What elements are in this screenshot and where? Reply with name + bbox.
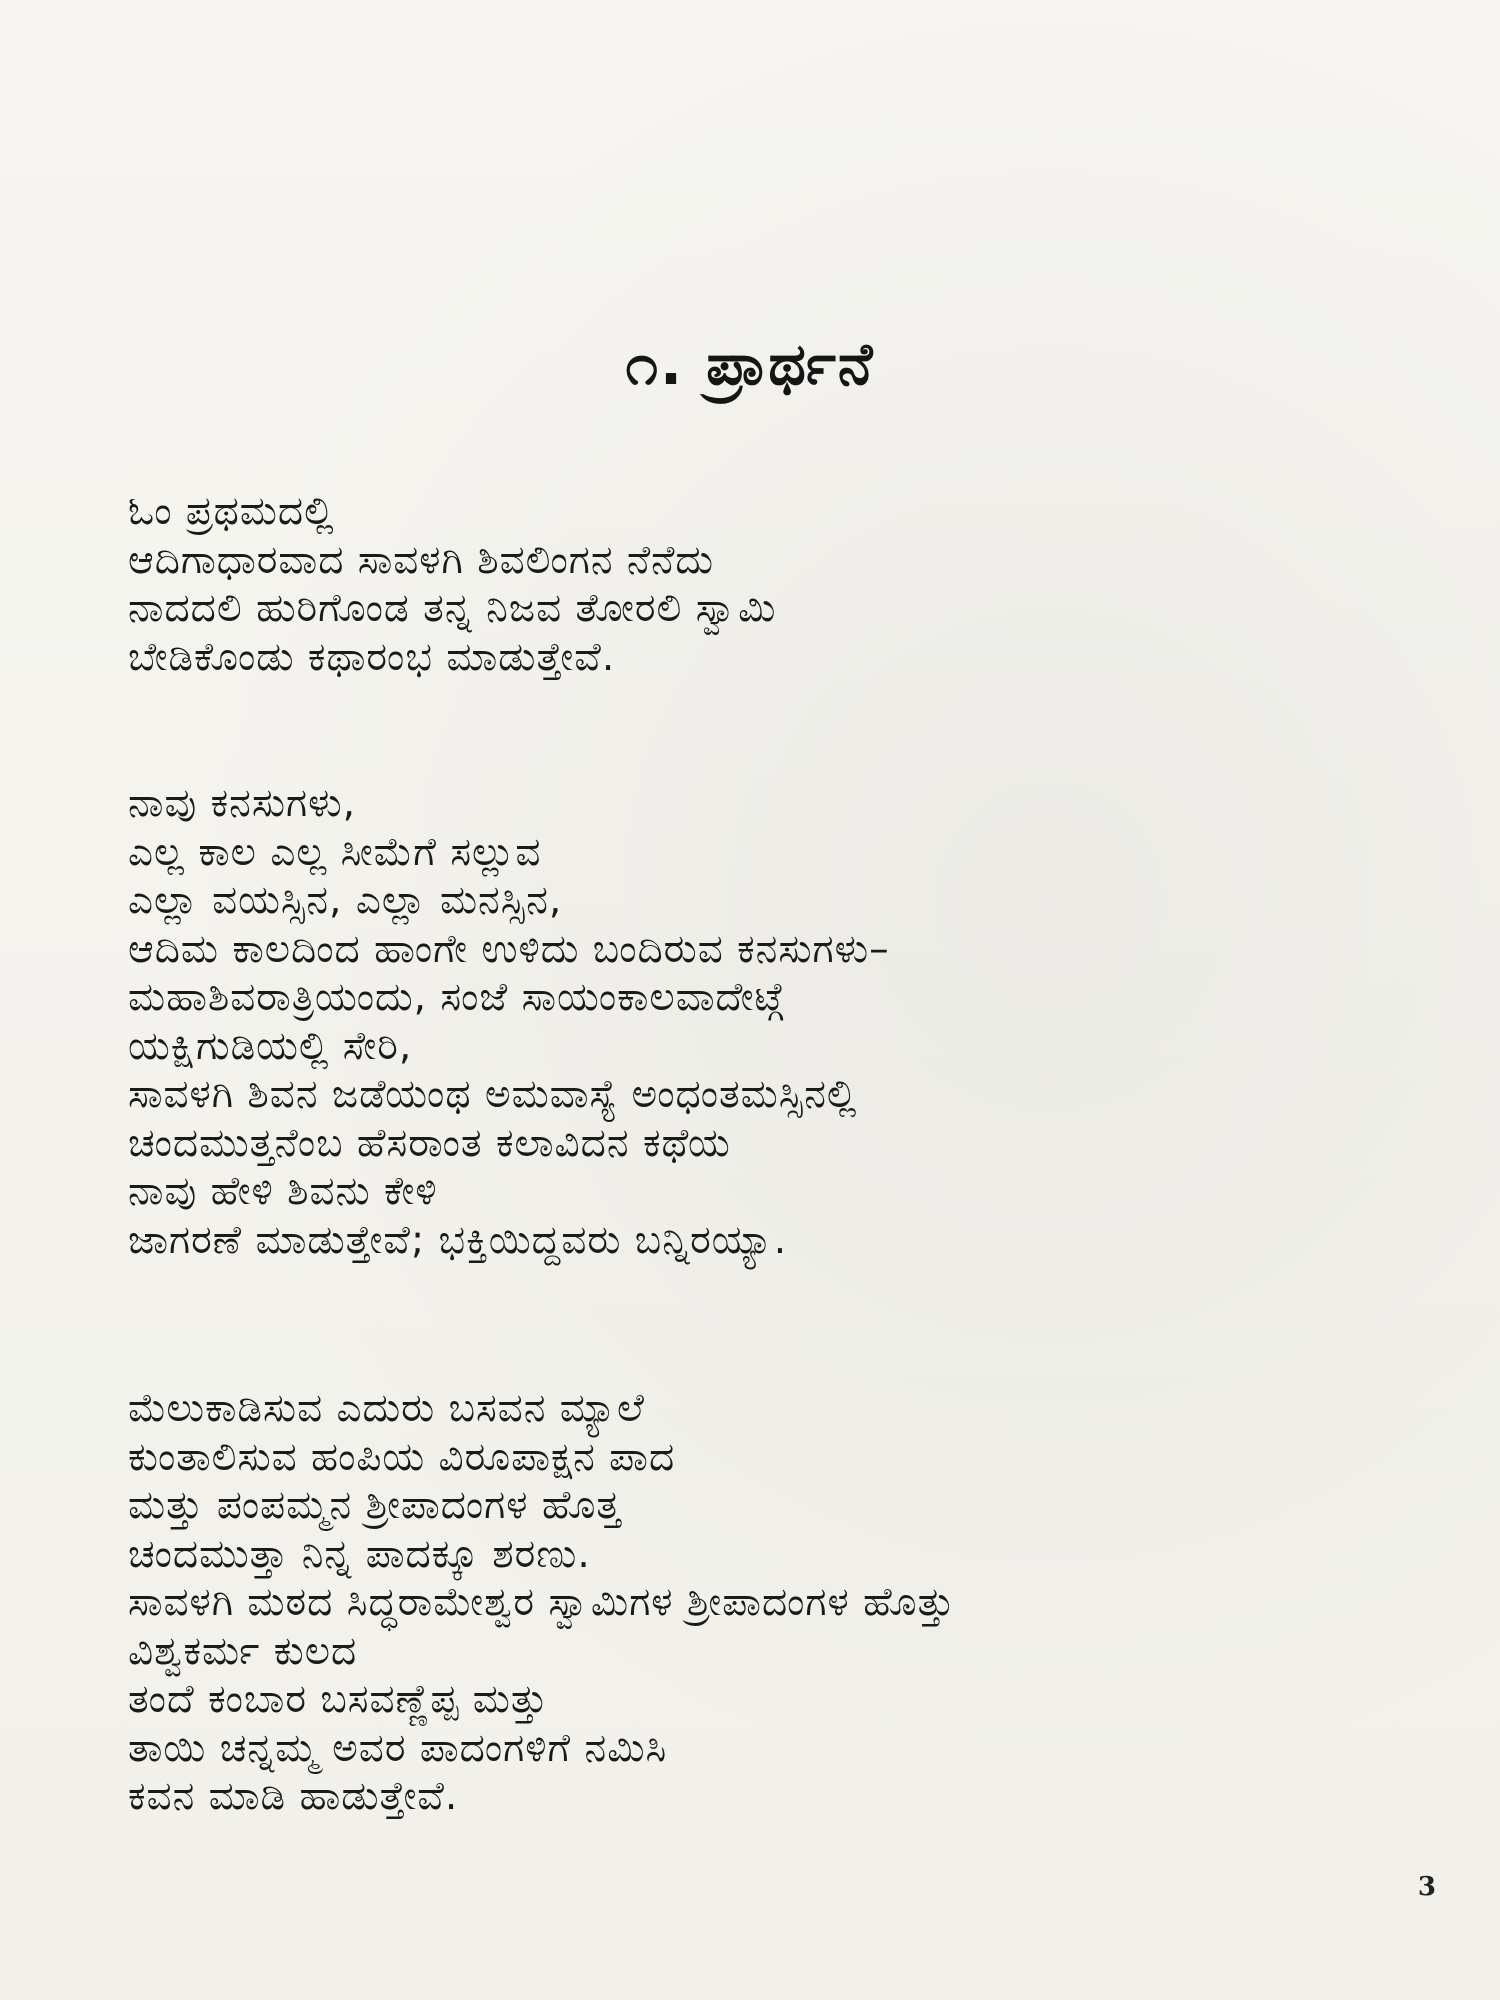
stanza-1 xyxy=(128,488,1428,682)
verse-line: ನಾವು ಕನಸುಗಳು, xyxy=(128,781,357,826)
verse-line: ಚಂದಮುತ್ತನೆಂಬ ಹೆಸರಾಂತ ಕಲಾವಿದನ ಕಥೆಯ xyxy=(128,1120,731,1166)
verse-line: ತಂದೆ ಕಂಬಾರ ಬಸವಣ್ಣೆಪ್ಪ ಮತ್ತು xyxy=(128,1677,549,1722)
verse-line: ಎಲ್ಲಾ ವಯಸ್ಸಿನ, ಎಲ್ಲಾ ಮನಸ್ಸಿನ, xyxy=(128,878,563,923)
page-number: 3 xyxy=(1417,1872,1436,1902)
verse-line: ತಾಯಿ ಚನ್ನಮ್ಮ ಅವರ ಪಾದಂಗಳಿಗೆ ನಮಿಸಿ xyxy=(128,1725,668,1771)
verse-line: ಆದಿಮ ಕಾಲದಿಂದ ಹಾಂಗೇ ಉಳಿದು ಬಂದಿರುವ ಕನಸುಗಳು– xyxy=(128,926,890,972)
verse-line: ಮೆಲುಕಾಡಿಸುವ ಎದುರು ಬಸವನ ಮ್ಯಾಲೆ xyxy=(128,1386,645,1431)
verse-line: ಆದಿಗಾಧಾರವಾದ ಸಾವಳಗಿ ಶಿವಲಿಂಗನ ನೆನೆದು xyxy=(128,537,715,583)
verse-line: ಮತ್ತು ಪಂಪಮ್ಮನ ಶ್ರೀಪಾದಂಗಳ ಹೊತ್ತ xyxy=(128,1483,622,1528)
verse-line: ನಾದದಲಿ ಹುರಿಗೊಂಡ ತನ್ನ ನಿಜವ ತೋರಲಿ ಸ್ವಾಮಿ xyxy=(128,586,777,631)
verse-line: ಕುಂತಾಲಿಸುವ ಹಂಪಿಯ ವಿರೂಪಾಕ್ಷನ ಪಾದ xyxy=(128,1434,676,1480)
verse-line: ಜಾಗರಣೆ ಮಾಡುತ್ತೇವೆ; ಭಕ್ತಿಯಿದ್ದವರು ಬನ್ನಿರಯ್ಯಾ. xyxy=(128,1217,788,1263)
verse-line: ಯಕ್ಷಿಗುಡಿಯಲ್ಲಿ ಸೇರಿ, xyxy=(128,1023,413,1069)
verse-line: ಓಂ ಪ್ರಥಮದಲ್ಲಿ xyxy=(128,489,335,534)
verse-line: ಸಾವಳಗಿ ಮಠದ ಸಿದ್ಧರಾಮೇಶ್ವರ ಸ್ವಾಮಿಗಳ ಶ್ರೀಪಾದಂಗಳ ಹೊತ್ತು xyxy=(128,1580,955,1625)
stanza-2 xyxy=(128,780,1428,1265)
page-title: ೧. ಪ್ರಾರ್ಥನೆ xyxy=(625,330,875,398)
verse-line: ಚಂದಮುತ್ತಾ ನಿನ್ನ ಪಾದಕ್ಕೂ ಶರಣು. xyxy=(128,1531,591,1577)
verse-line: ಬೇಡಿಕೊಂಡು ಕಥಾರಂಭ ಮಾಡುತ್ತೇವೆ. xyxy=(128,634,616,680)
verse-line: ವಿಶ್ವಕರ್ಮ ಕುಲದ xyxy=(128,1628,358,1674)
stanza-3 xyxy=(128,1385,1428,1822)
verse-line: ಮಹಾಶಿವರಾತ್ರಿಯಂದು, ಸಂಜೆ ಸಾಯಂಕಾಲವಾದೇಟ್ಗೆ xyxy=(128,975,785,1020)
verse-line: ಎಲ್ಲ ಕಾಲ ಎಲ್ಲ ಸೀಮೆಗೆ ಸಲ್ಲುವ xyxy=(128,829,542,875)
verse-line: ಸಾವಳಗಿ ಶಿವನ ಜಡೆಯಂಥ ಅಮವಾಸ್ಯೆ ಅಂಧಂತಮಸ್ಸಿನಲ್ಲಿ xyxy=(128,1072,858,1117)
verse-line: ಕವನ ಮಾಡಿ ಹಾಡುತ್ತೇವೆ. xyxy=(128,1774,459,1819)
verse-line: ನಾವು ಹೇಳಿ ಶಿವನು ಕೇಳಿ xyxy=(128,1169,438,1214)
